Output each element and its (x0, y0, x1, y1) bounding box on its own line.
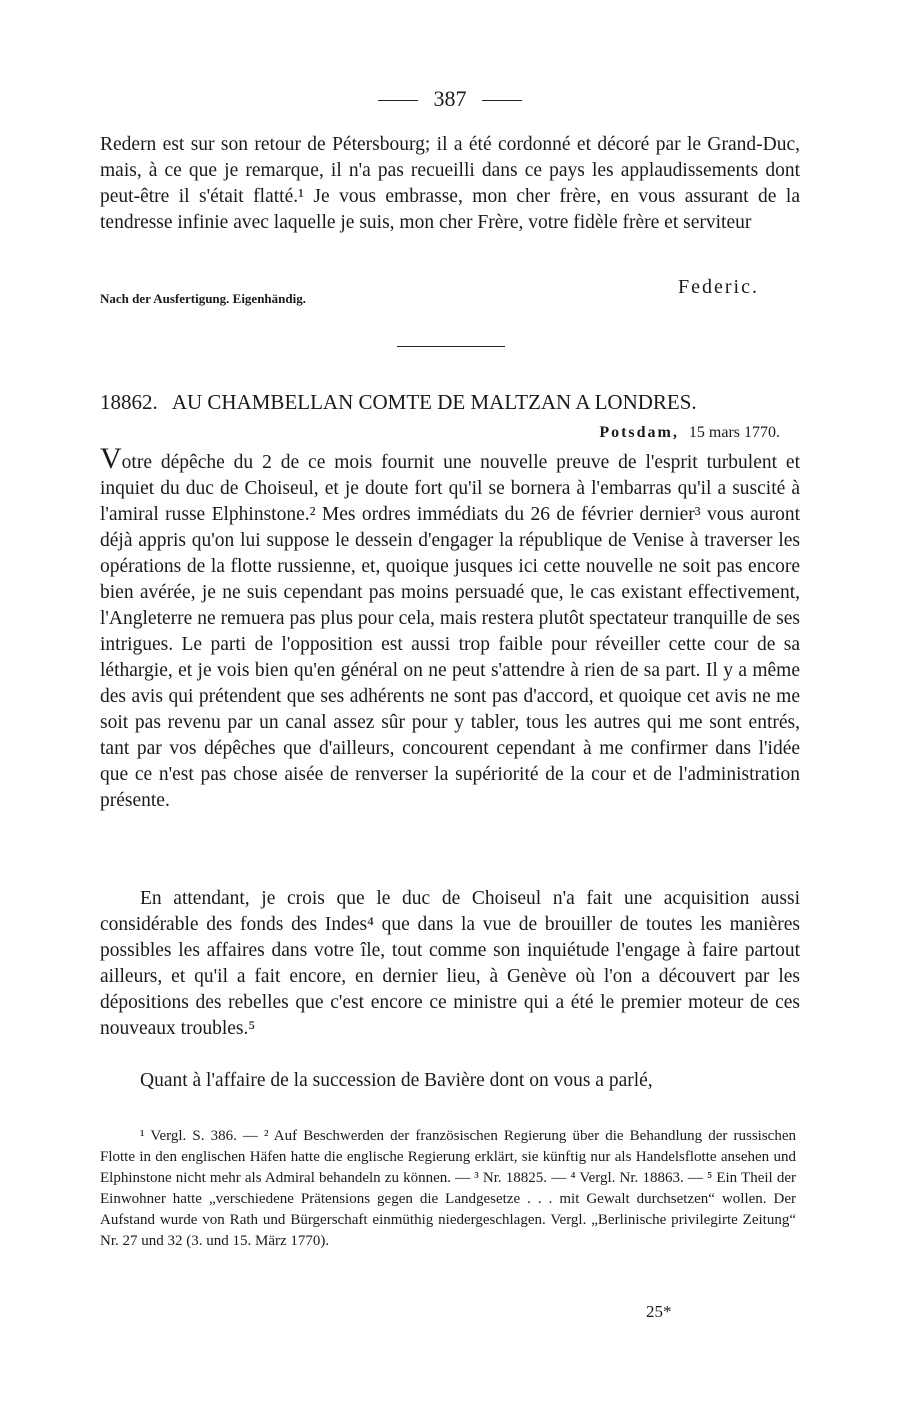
letter-number: 18862. (100, 390, 158, 414)
dateline-place: Potsdam, (599, 424, 679, 441)
page-number-dash-right (482, 100, 522, 101)
source-note: Nach der Ausfertigung. Eigenhändig. (100, 291, 306, 306)
letter-paragraph-1 (100, 442, 800, 814)
letter-paragraph-2: En attendant, je crois que le duc de Choiseul n'a fait une acquisition aussi considérable des fonds des Indes⁴ que dans la vue de brouiller de toutes les manières possibles les affaires dans votre île, tout comme son inquiétude l'engage à faire partout ailleurs, et qu'il a fait encore, en dernier lieu, à Genève où l'on a découvert par les dépositions des rebelles que c'est encore ce ministre qui a été le premier moteur de ces nouveaux troubles.⁵ (100, 888, 800, 1039)
letter-title: AU CHAMBELLAN COMTE DE MALTZAN A LONDRES. (171, 390, 697, 414)
section-divider (397, 346, 505, 347)
letter-heading (100, 390, 802, 415)
dateline (599, 424, 780, 442)
continuation-paragraph: Redern est sur son retour de Pétersbourg; il a été cordonné et décoré par le Grand-Duc, mais, à ce que je remarque, il n'a pas recueilli dans ce pays les applaudissements dont peut-être il s'était flatté.¹ Je vous embrasse, mon cher frère, en vous assurant de la tendresse infinie avec laquelle je suis, mon cher Frère, votre fidèle frère et serviteur (100, 134, 800, 233)
dateline-date: 15 mars 1770. (688, 424, 780, 441)
letter-paragraph-3: Quant à l'affaire de la succession de Bavière dont on vous a parlé, (140, 1070, 653, 1091)
page-number-dash-left (378, 100, 418, 101)
page-number: 387 (433, 86, 467, 111)
footnotes: ¹ Vergl. S. 386. — ² Auf Beschwerden der französischen Regierung über die Behandlung der russischen Flotte in den englischen Häfen hatte die englische Regierung erklärt, sie künftig nur als Handelsflotte ansehen und Elphinstone nicht mehr als Admiral behandeln zu können. — ³ Nr. 18825. — ⁴ Vergl. Nr. 18863. — ⁵ Ein Theil der Einwohner hatte „verschiedene Prätensions gegen die Landgesetze . . . mit Gewalt durchsetzen“ wollen. Der Aufstand wurde von Rath und Bürgerschaft einmüthig niedergeschlagen. Vergl. „Berlinische privilegirte Zeitung“ Nr. 27 und 32 (3. und 15. März 1770). (100, 1128, 796, 1249)
letter-paragraph-1-text: otre dépêche du 2 de ce mois fournit une nouvelle preuve de l'esprit turbulent et inquiet du duc de Choiseul, et je doute fort qu'il se bornera à l'embarras qu'il a suscité à l'amiral russe Elphinstone.² Mes ordres immédiats du 26 de février dernier³ vous auront déjà appris qu'on lui suppose le dessein d'engager la république de Venise à traverser les opérations de la flotte russienne, et, quoique jusques ici cette nouvelle ne soit pas encore bien avérée, je ne suis cependant pas moins persuadé que, le cas existant effectivement, l'Angleterre ne remuera pas plus pour cela, mais restera plutôt spectateur tranquille de ses intrigues. Le parti de l'opposition est aussi trop faible pour réveiller cette cour de sa léthargie, et je vois bien qu'en général on ne peut s'attendre à rien de sa part. Il y a même des avis qui prétendent que ses adhérents ne sont pas d'accord, et quoique cet avis ne me soit pas revenu par un canal assez sûr pour y tabler, tous les autres qui me sont entrés, tant par vos dépêches que d'ailleurs, concourent cependant à me confirmer dans l'idée que ce n'est pas chose aisée de renverser la supériorité de la cour et de l'administration présente. (100, 452, 800, 811)
signature-mark: 25* (646, 1302, 672, 1321)
page-number-line (0, 86, 900, 112)
signature: Federic. (678, 276, 759, 298)
drop-cap: V (100, 442, 122, 475)
